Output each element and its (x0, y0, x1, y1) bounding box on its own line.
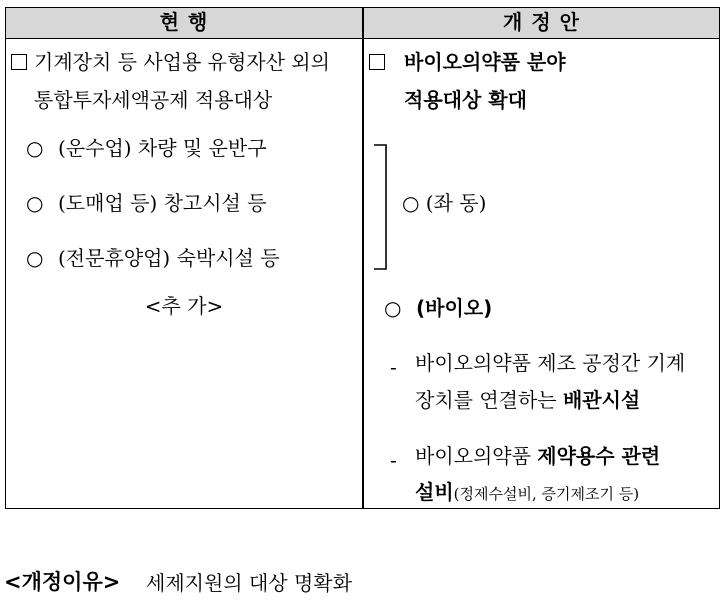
detail1-line2-plain: 장치를 연결하는 (415, 388, 563, 412)
header-current: 현 행 (159, 10, 209, 34)
detail1-line2-bold: 배관시설 (562, 388, 641, 412)
current-title-line1: 기계장치 등 사업용 유형자산 외의 (34, 50, 330, 74)
current-item-1-text: (운수업) 차량 및 운반구 (58, 136, 267, 160)
amendment-new-title: (바이오) (416, 296, 493, 320)
detail2-line2 (415, 480, 639, 506)
detail2-line1-bold: 제약용수 관련 (537, 444, 661, 468)
detail2-line1-plain: 바이오의약품 (415, 444, 538, 468)
detail1-line1: 바이오의약품 제조 공정간 기계 (415, 351, 686, 375)
footer-reason-label: <개정이유> (4, 570, 121, 594)
footer-reason-text: 세제지원의 대상 명확화 (146, 571, 352, 595)
current-added-note: <추 가> (144, 294, 224, 318)
current-item-2-bullet: ○ (26, 191, 44, 215)
detail1-dash: - (390, 355, 397, 379)
amendment-same-note: ○ (좌 동) (402, 191, 487, 215)
current-title-line2: 통합투자세액공제 적용대상 (34, 88, 273, 112)
detail2-dash: - (390, 448, 397, 472)
right-bracket-icon (372, 144, 388, 270)
current-item-1-bullet: ○ (26, 136, 44, 160)
current-item-2-text: (도매업 등) 창고시설 등 (58, 191, 267, 215)
checkbox-square-icon (369, 54, 385, 70)
detail2-line2-bold: 설비 (415, 480, 454, 504)
amendment-new-bullet: ○ (384, 296, 402, 320)
current-item-3-bullet: ○ (26, 246, 44, 270)
detail1-line2 (415, 388, 640, 412)
detail2-line1 (415, 444, 660, 468)
comparison-table (5, 7, 720, 509)
checkbox-square-icon (11, 54, 27, 70)
header-amendment: 개 정 안 (503, 10, 580, 34)
amendment-title-line1: 바이오의약품 분야 (404, 50, 566, 74)
column-divider (362, 8, 364, 508)
current-item-3-text: (전문휴양업) 숙박시설 등 (58, 246, 280, 270)
detail2-line2-small: (정제수설비, 증기제조기 등) (453, 485, 640, 503)
amendment-title-line2: 적용대상 확대 (404, 88, 527, 112)
